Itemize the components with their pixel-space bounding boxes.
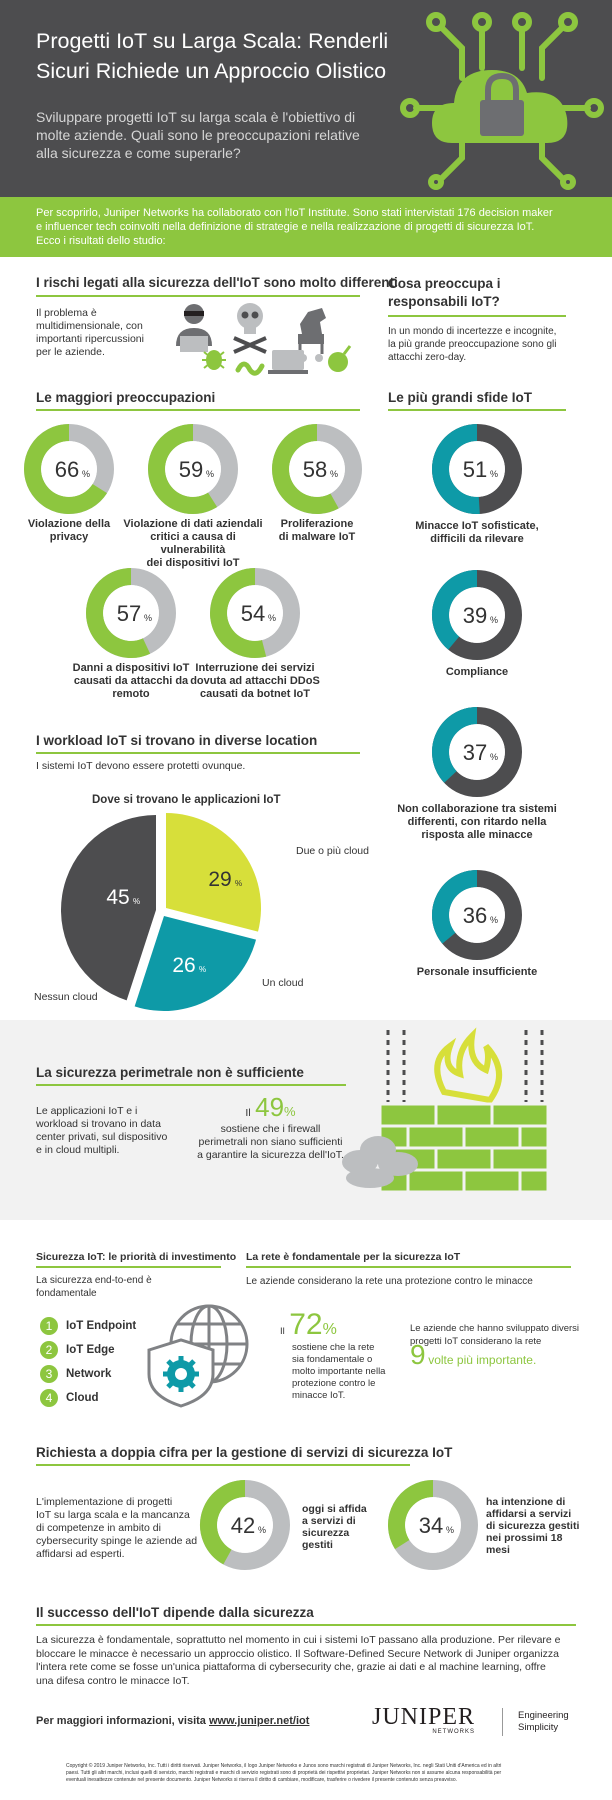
priority-item — [40, 1314, 136, 1338]
copyright-line3: eventuali inesattezze contenute nel presente documento. Juniper Networks si riserva il diritto di cambiare, modificare, trasferire o rivedere il presente contenuto senza preavviso. — [66, 1777, 458, 1783]
concern-donut-5-sym: % — [268, 613, 277, 623]
page-subtitle — [36, 108, 360, 162]
service-donut-1-value: 42 — [230, 1513, 256, 1538]
success-line2: bloccare le minacce è necessario un approccio olistico. Il Software-Defined Secure Network di Juniper organizza — [36, 1647, 559, 1660]
pie-chart — [30, 800, 369, 1030]
risks-line3: importanti ripercussioni — [36, 333, 144, 345]
juniper-logo-sub: NETWORKS — [432, 1729, 476, 1735]
pie-category-3: Nessun cloud — [34, 991, 98, 1003]
services-line3: di competenze in ambito di — [36, 1522, 161, 1534]
laptop-icon — [268, 350, 308, 374]
service-2-line2: affidarsi a servizi — [486, 1508, 572, 1520]
copyright — [66, 1763, 586, 1784]
perimeter-stat-prefix: Il — [245, 1107, 251, 1119]
priority-label: Cloud — [66, 1392, 99, 1404]
pie-category-1: Due o più cloud — [296, 845, 369, 857]
concern-donut-5-value: 54 — [240, 601, 266, 626]
risks-text — [36, 307, 144, 359]
concern-donut-4-sym: % — [144, 613, 153, 623]
concern-donut-2-value: 59 — [178, 457, 204, 482]
challenge-label-2 — [392, 666, 562, 679]
concern-label-3-line: di malware IoT — [278, 531, 356, 543]
intro-text — [36, 206, 553, 248]
pie-sym-2: % — [199, 965, 207, 974]
network-stat-line4: protezione contro le — [292, 1378, 376, 1389]
concerns-rule — [36, 409, 360, 411]
globe-shield-icon — [135, 1300, 260, 1410]
page-title-line2: Sicuri Richiede un Approccio Olistico — [36, 59, 387, 83]
concern-label-5-line: Interruzione dei servizi — [195, 662, 315, 674]
pie-value-3: 45 — [106, 886, 130, 909]
network-subtitle: Le aziende considerano la rete una protezione contro le minacce — [246, 1276, 533, 1287]
workloads-rule — [36, 752, 360, 754]
pie-value-2: 26 — [172, 954, 196, 977]
services-line4: cybersecurity spinge le aziende ad — [36, 1535, 198, 1547]
juniper-logo — [372, 1704, 475, 1735]
workloads-subtitle: I sistemi IoT devono essere protetti ovunque. — [36, 760, 246, 772]
service-donut-2-sym: % — [446, 1525, 455, 1535]
cloud-lock-icon — [402, 8, 602, 188]
network-stat-sym: % — [322, 1321, 337, 1338]
pie-value-1: 29 — [208, 868, 232, 891]
challenge-donut-3-sym: % — [490, 752, 499, 762]
page-title-line1: Progetti IoT su Larga Scala: Renderli — [36, 29, 389, 53]
pie-chart-title: Dove si trovano le applicazioni IoT — [92, 794, 281, 806]
skull-icon — [234, 303, 266, 352]
priority-label: IoT Endpoint — [66, 1320, 137, 1332]
priority-number: 1 — [40, 1317, 58, 1335]
challenge-label-1-line: difficili da rilevare — [430, 533, 524, 545]
priorities-text — [36, 1274, 152, 1300]
challenge-label-1 — [392, 520, 562, 546]
concern-label-5-line: causati da botnet IoT — [199, 688, 310, 700]
network-stat-line2: sia fondamentale o — [292, 1354, 373, 1365]
network-stat-line3: molto importante nella — [292, 1366, 386, 1377]
service-2-line5: mesi — [486, 1544, 510, 1556]
worry-line3: attacchi zero-day. — [388, 352, 467, 363]
concern-label-5-line: dovuta ad attacchi DDoS — [190, 675, 320, 687]
tagline-line1: Engineering — [518, 1710, 569, 1721]
network-title: La rete è fondamentale per la sicurezza IoT — [246, 1251, 461, 1263]
success-line3: l'intera rete come se fosse un'unica piattaforma di cybersecurity che, grazie ai dati e al machine learning, offre — [36, 1661, 546, 1673]
concern-donut-5 — [210, 568, 300, 658]
services-text — [36, 1496, 197, 1561]
network-stat-prefix: Il — [280, 1326, 285, 1337]
challenge-donut-4-value: 36 — [462, 903, 488, 928]
header-banner — [0, 0, 612, 197]
priority-item — [40, 1386, 136, 1410]
juniper-iot-link[interactable]: www.juniper.net/iot — [209, 1715, 310, 1727]
concern-donut-3-value: 58 — [302, 457, 328, 482]
page-title — [36, 26, 388, 86]
service-donut-2 — [388, 1480, 478, 1570]
intro-line1: Per scoprirlo, Juniper Networks ha collaborato con l'IoT Institute. Sono stati intervistati 176 decision maker — [36, 207, 553, 219]
perimeter-stat-value: 49 — [255, 1092, 285, 1122]
more-info — [36, 1715, 309, 1727]
perimeter-line3: center privati, sul dispositivo — [36, 1131, 168, 1143]
service-2-line4: nei prossimi 18 — [486, 1532, 563, 1544]
challenge-donut-3-value: 37 — [462, 740, 488, 765]
service-2-line1: ha intenzione di — [486, 1496, 566, 1508]
network-stat-text — [280, 1342, 390, 1402]
concern-donut-3-sym: % — [330, 469, 339, 479]
success-line1: La sicurezza è fondamentale, soprattutto nel momento in cui i sistemi IoT passano alla produzione. Per rilevare e — [36, 1634, 561, 1646]
priorities-rule — [36, 1266, 221, 1268]
network-stat-line5: minacce IoT. — [292, 1390, 346, 1401]
service-1-line3: sicurezza — [302, 1527, 350, 1539]
risks-title: I rischi legati alla sicurezza dell'IoT sono molto differenti — [36, 275, 398, 290]
subtitle-line1: Sviluppare progetti IoT su larga scala è l'obiettivo di — [36, 109, 356, 125]
concern-label-1-line: Violazione della — [27, 518, 111, 530]
challenge-label-1-line: Minacce IoT sofisticate, — [415, 520, 539, 532]
concern-donut-1 — [24, 424, 114, 514]
concern-label-1-line: privacy — [49, 531, 89, 543]
concern-donut-1-sym: % — [82, 469, 91, 479]
juniper-logo-text: JUNIPER — [372, 1704, 476, 1730]
tagline — [518, 1710, 569, 1734]
priorities-list — [40, 1314, 136, 1410]
subtitle-line2: molte aziende. Quali sono le preoccupazioni relative — [36, 127, 360, 143]
network-right-line1: Le aziende che hanno sviluppato diversi — [410, 1323, 580, 1334]
success-rule — [36, 1624, 576, 1626]
service-donut-1-sym: % — [258, 1525, 267, 1535]
concern-label-3 — [242, 518, 392, 544]
success-line4: una difesa contro le minacce IoT. — [36, 1674, 190, 1687]
priority-number: 2 — [40, 1341, 58, 1359]
hacker-icon — [176, 304, 212, 352]
concern-label-2-line: Violazione di dati aziendali — [123, 518, 263, 530]
challenge-donut-2-sym: % — [490, 615, 499, 625]
network-times-value: 9 — [410, 1339, 426, 1370]
pie-category-2: Un cloud — [262, 977, 304, 989]
network-right-line2: progetti IoT considerano la rete — [410, 1336, 542, 1347]
perimeter-stat-line3: a garantire la sicurezza dell'IoT. — [197, 1149, 344, 1161]
more-info-text: Per maggiori informazioni, visita — [36, 1715, 206, 1727]
tagline-line2: Simplicity — [518, 1722, 559, 1733]
services-rule — [36, 1464, 410, 1466]
priorities-line2: fondamentale — [36, 1288, 97, 1299]
priority-label: IoT Edge — [66, 1344, 115, 1356]
copyright-line1: Copyright © 2019 Juniper Networks, Inc. Tutti i diritti riservati. Juniper Networks, il logo Juniper Networks e Junos sono marchi registrati di Juniper Networks, Inc. negli Stati Uniti d'America ed in altri — [66, 1763, 502, 1769]
challenges-rule — [388, 409, 566, 411]
concern-donut-1-value: 66 — [54, 457, 80, 482]
risks-line2: multidimensionale, con — [36, 320, 143, 332]
concern-donut-2 — [148, 424, 238, 514]
challenge-label-3-line: differenti, con ritardo nella — [407, 816, 547, 828]
concern-donut-2-sym: % — [206, 469, 215, 479]
challenge-label-3 — [392, 803, 562, 842]
network-rule — [246, 1266, 571, 1268]
workloads-title: I workload IoT si trovano in diverse location — [36, 733, 318, 748]
perimeter-stat-line2: perimetrali non siano sufficienti — [198, 1136, 343, 1148]
priorities-line1: La sicurezza end-to-end è — [36, 1275, 152, 1286]
subtitle-line3: alla sicurezza e come superarle? — [36, 145, 241, 161]
concern-donut-4-value: 57 — [116, 601, 142, 626]
challenge-donut-4-sym: % — [490, 915, 499, 925]
worry-title-line1: Cosa preoccupa i — [388, 276, 501, 291]
concern-label-4-line: Danni a dispositivi IoT — [72, 662, 190, 674]
perimeter-line2: workload si trovano in data — [36, 1118, 161, 1130]
challenge-donut-1-sym: % — [490, 469, 499, 479]
service-donut-2-value: 34 — [418, 1513, 444, 1538]
services-line1: L'implementazione di progetti — [36, 1496, 173, 1508]
risks-rule — [36, 295, 360, 297]
service-2-text — [486, 1496, 579, 1556]
priorities-title: Sicurezza IoT: le priorità di investimento — [36, 1251, 237, 1263]
worry-title-line2: responsabili IoT? — [388, 294, 500, 309]
challenge-label-2-line: Compliance — [445, 666, 509, 678]
challenge-donut-2-value: 39 — [462, 603, 488, 628]
challenge-donut-3 — [432, 707, 522, 797]
network-stat-value: 72 — [289, 1308, 323, 1341]
concern-label-2-line: critici a causa di vulnerabilità — [150, 531, 236, 556]
worry-line1: In un mondo di incertezze e incognite, — [388, 326, 557, 337]
success-title: Il successo dell'IoT dipende dalla sicurezza — [36, 1605, 314, 1620]
perimeter-line1: Le applicazioni IoT e i — [36, 1105, 138, 1117]
challenges-title: Le più grandi sfide IoT — [388, 390, 533, 405]
worm-icon — [238, 364, 262, 373]
firewall-icon — [340, 1022, 580, 1202]
service-1-line4: gestiti — [302, 1539, 333, 1551]
bug-icon — [202, 350, 226, 370]
perimeter-stat-sym: % — [284, 1104, 296, 1119]
gear-icon — [163, 1356, 199, 1392]
concern-label-2-line: dei dispositivi IoT — [146, 557, 240, 569]
challenge-donut-1-value: 51 — [462, 457, 488, 482]
concern-donut-4 — [86, 568, 176, 658]
perimeter-rule — [36, 1084, 346, 1086]
service-1-line2: a servizi di — [302, 1515, 356, 1527]
priority-number: 3 — [40, 1365, 58, 1383]
threat-icons — [172, 300, 360, 378]
worry-text — [388, 325, 556, 364]
concern-label-5 — [180, 662, 330, 701]
services-title: Richiesta a doppia cifra per la gestione di servizi di sicurezza IoT — [36, 1445, 453, 1460]
concern-label-4-line: causati da attacchi da — [73, 675, 189, 687]
network-times-text: volte più importante. — [428, 1353, 537, 1367]
intro-line3: Ecco i risultati dello studio: — [36, 235, 166, 247]
challenge-label-3-line: risposta alle minacce — [421, 829, 533, 841]
concern-donut-3 — [272, 424, 362, 514]
bomb-icon — [328, 346, 350, 372]
service-1-line1: oggi si affida — [302, 1503, 367, 1515]
services-line5: affidarsi ad esperti. — [36, 1548, 125, 1560]
concerns-title: Le maggiori preoccupazioni — [36, 390, 216, 405]
concern-label-3-line: Proliferazione — [280, 518, 354, 530]
priority-label: Network — [66, 1368, 112, 1380]
service-2-line3: di sicurezza gestiti — [486, 1520, 580, 1532]
challenge-donut-1 — [432, 424, 522, 514]
worry-title — [388, 275, 501, 311]
challenge-label-4-line: Personale insufficiente — [416, 966, 538, 978]
challenge-label-3-line: Non collaborazione tra sistemi — [397, 803, 557, 815]
risks-line1: Il problema è — [36, 307, 97, 319]
concern-label-4-line: remoto — [112, 688, 150, 700]
network-right-text — [410, 1322, 579, 1368]
intro-banner — [0, 197, 612, 257]
perimeter-line4: e in cloud multipli. — [36, 1144, 120, 1156]
services-line2: IoT su larga scala e la mancanza — [36, 1509, 190, 1521]
challenge-donut-2 — [432, 570, 522, 660]
pie-sym-1: % — [235, 879, 243, 888]
logo-divider — [502, 1708, 503, 1736]
priority-number: 4 — [40, 1389, 58, 1407]
service-donut-1 — [200, 1480, 290, 1570]
network-stat — [280, 1308, 390, 1402]
challenge-donut-4 — [432, 870, 522, 960]
priority-item — [40, 1362, 136, 1386]
worry-rule — [388, 315, 566, 317]
network-stat-line1: sostiene che la rete — [292, 1342, 375, 1353]
copyright-line2: paesi. Tutti gli altri marchi, inclusi quelli di servizio, marchi registrati e marchi di servizio registrati sono di proprietà dei rispettivi proprietari. Juniper Networks non si assume alcuna responsabilità per — [66, 1770, 502, 1776]
risks-line4: per le aziende. — [36, 346, 105, 358]
worry-line2: la più grande preoccupazione sono gli — [388, 339, 557, 350]
priority-item — [40, 1338, 136, 1362]
perimeter-stat — [188, 1092, 353, 1162]
perimeter-text — [36, 1105, 167, 1157]
perimeter-title: La sicurezza perimetrale non è sufficiente — [36, 1065, 304, 1080]
pie-sym-3: % — [133, 897, 141, 906]
intro-line2: e influencer tech coinvolti nella definizione di strategie e nella realizzazione di progetti di sicurezza IoT. — [36, 221, 535, 233]
perimeter-stat-line1: sostiene che i firewall — [220, 1123, 321, 1135]
success-text — [36, 1634, 561, 1688]
service-1-text — [302, 1503, 367, 1551]
challenge-label-4 — [392, 966, 562, 979]
